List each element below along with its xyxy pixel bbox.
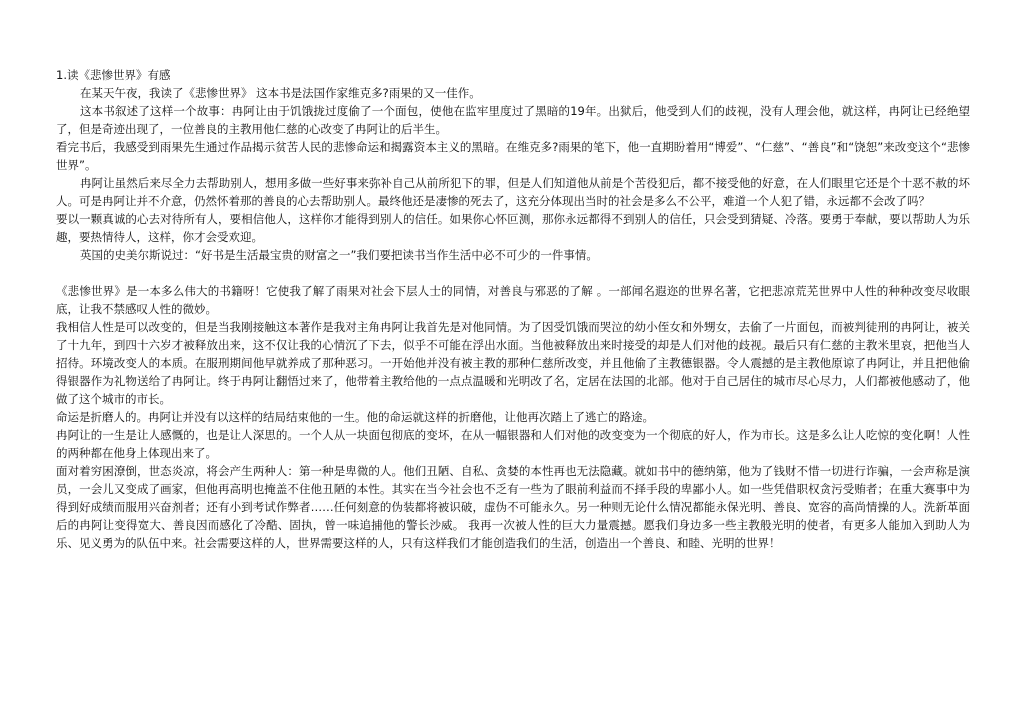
paragraph: 面对着穷困潦倒，世态炎凉，将会产生两种人：第一种是卑微的人。他们丑陋、自私、贪婪的本性再也无法隐藏。就如书中的德纳第，他为了钱财不惜一切进行诈骗，一会声称是演员，一会儿又变成了画家，但他再高明也掩盖不住他丑陋的本性。其实在当今社会也不乏有一些为了眼前利益而不择手段的卑鄙小人。如一些凭借职权贪污受贿者；在重大赛事中为得到好成绩而服用兴奋剂者；还有小到考试作弊者……任何刻意的伪装都将被识破，虚伪不可能永久。另一种则无论什么情况都能永保光明、善良、宽容的高尚情操的人。洗新革面后的冉阿让变得宽大、善良因而感化了冷酷、固执，曾一味追捕他的警长沙威。 我再一次被人性的巨大力量震撼。愿我们身边多一些主教般光明的使者，有更多人能加入到助人为乐、见义勇为的队伍中来。社会需要这样的人，世界需要这样的人，只有这样我们才能创造我们的生活，创造出一个善良、和睦、光明的世界！ <box>56 464 970 550</box>
paragraph: 英国的史美尔斯说过：“好书是生活最宝贵的财富之一”我们要把读书当作生活中必不可少的一件事情。 <box>80 248 598 262</box>
paragraph: 看完书后，我感受到雨果先生通过作品揭示贫苦人民的悲惨命运和揭露资本主义的黑暗。在维克多?雨果的笔下，他一直期盼着用“博爱”、“仁慈”、“善良”和“饶恕”来改变这个“悲惨世界”。 <box>56 140 970 172</box>
section-spacer <box>56 264 970 282</box>
paragraph: 命运是折磨人的。冉阿让并没有以这样的结局结束他的一生。他的命运就这样的折磨他，让他再次踏上了逃亡的路途。 <box>56 410 654 424</box>
paragraph: 要以一颗真诚的心去对待所有人，要相信他人，这样你才能得到别人的信任。如果你心怀叵测，那你永远都得不到别人的信任，只会受到猜疑、冷落。要勇于奉献，要以帮助人为乐趣，要热情待人，这样，你才会受欢迎。 <box>56 212 970 244</box>
paragraph: 在某天午夜，我读了《悲惨世界》 这本书是法国作家维克多?雨果的又一佳作。 <box>80 86 481 100</box>
paragraph: 冉阿让虽然后来尽全力去帮助别人，想用多做一些好事来弥补自己从前所犯下的罪，但是人们知道他从前是个苦役犯后，都不接受他的好意，在人们眼里它还是个十恶不赦的坏人。可是冉阿让并不介意，仍然怀着那的善良的心去帮助别人。最终他还是凄惨的死去了，这充分体现出当时的社会是多么不公平，难道一个人犯了错，永远都不会改了吗？ <box>56 176 970 208</box>
section-title: 1.读《悲惨世界》有感 <box>56 68 171 82</box>
paragraph: 这本书叙述了这样一个故事：冉阿让由于饥饿拢过度偷了一个面包，使他在监牢里度过了黑暗的19年。出狱后，他受到人们的歧视，没有人理会他，就这样，冉阿让已经绝望了，但是奇迹出现了，一位善良的主教用他仁慈的心改变了冉阿让的后半生。 <box>56 104 970 136</box>
paragraph: 我相信人性是可以改变的，但是当我刚接触这本著作是我对主角冉阿让我首先是对他同情。为了因受饥饿而哭泣的幼小侄女和外甥女，去偷了一片面包，而被判徒刑的冉阿让，被关了十九年，到四十六岁才被释放出来，这不仅让我的心情沉了下去，似乎不可能在浮出水面。当他被释放出来时接受的却是人们对他的歧视。最后只有仁慈的主教米里哀，把他当人招待。环境改变人的本质。在服刑期间他早就养成了那种恶习。一开始他并没有被主教的那种仁慈所改变，并且他偷了主教德银器。令人震撼的是主教他原谅了冉阿让，并且把他偷得银器作为礼物送给了冉阿让。终于冉阿让翻悟过来了，他带着主教给他的一点点温暖和光明改了名，定居在法国的北部。他对于自己居住的城市尽心尽力，人们都被他感动了，他做了这个城市的市长。 <box>56 320 970 406</box>
document-page <box>56 66 970 552</box>
paragraph: 冉阿让的一生是让人感慨的，也是让人深思的。一个人从一块面包彻底的变坏，在从一幅银器和人们对他的改变变为一个彻底的好人，作为市长。这是多么让人吃惊的变化啊！人性的两种都在他身上体现出来了。 <box>56 428 970 460</box>
paragraph: 《悲惨世界》是一本多么伟大的书籍呀！它使我了解了雨果对社会下层人士的同情，对善良与邪恶的了解 。一部闻名遐迩的世界名著，它把悲凉荒芜世界中人性的种种改变尽收眼底，让我不禁感叹人性的微妙。 <box>56 284 970 316</box>
